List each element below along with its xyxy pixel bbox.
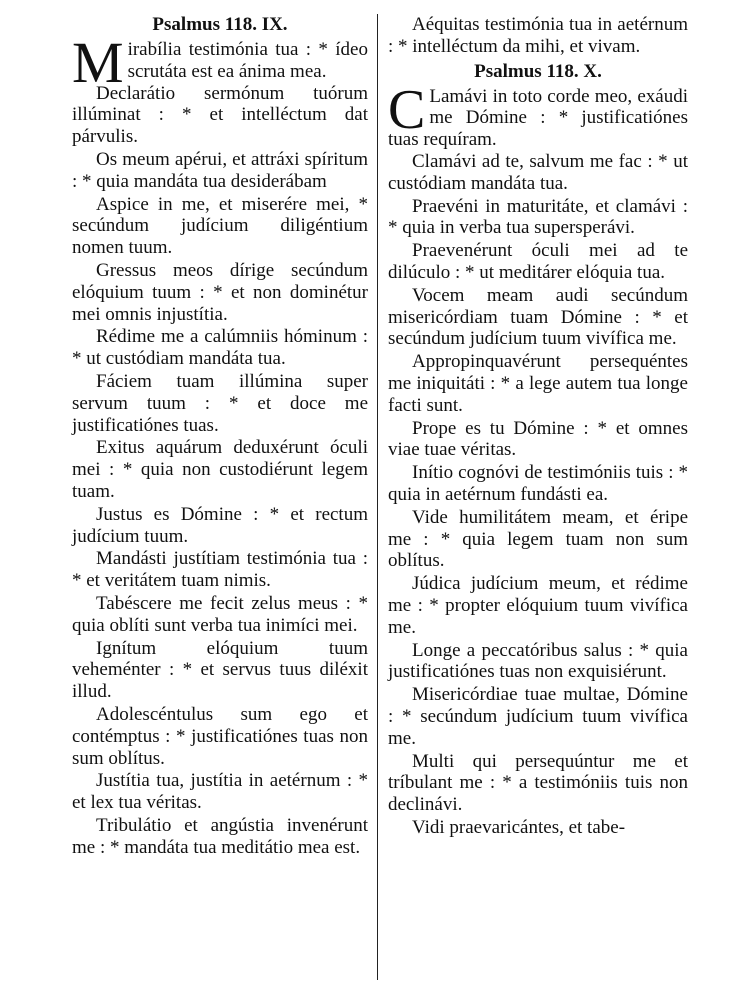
verse: Ignítum elóquium tuum veheménter : * et servus tuus diléxit illud. — [72, 637, 368, 703]
verse: Vocem meam audi secúndum misericórdiam tuam Dómine : * et secúndum judícium tuum vivífica me. — [388, 284, 688, 350]
verse: Vide humilitátem meam, et éripe me : * quia legem tuam non sum oblítus. — [388, 506, 688, 572]
verse: Praevenérunt óculi mei ad te dilúculo : * ut meditárer elóquia tua. — [388, 240, 688, 283]
verse: Aspice in me, et miserére mei, * secúndum judícium diligéntium nomen tuum. — [72, 193, 368, 259]
verse: Longe a peccatóribus salus : * quia justificatiónes tuas non exquisiérunt. — [388, 639, 688, 683]
first-verse-text: irabília testimónia tua : * ídeo scrutáta est ea ánima mea. — [127, 39, 368, 82]
verse: Justítia tua, justítia in aetérnum : * et lex tua véritas. — [72, 770, 368, 814]
verse-list — [388, 151, 688, 839]
left-column — [72, 14, 368, 858]
verse-list — [72, 83, 368, 859]
verse: Tabéscere me fecit zelus meus : * quia oblíti sunt verba tua inimíci mei. — [72, 592, 368, 636]
verse: Clamávi ad te, salvum me fac : * ut custódiam mandáta tua. — [388, 150, 688, 194]
verse: Prope es tu Dómine : * et omnes viae tuae véritas. — [388, 417, 688, 461]
verse: Misericórdiae tuae multae, Dómine : * secúndum judícium tuum vivífica me. — [388, 684, 688, 749]
verse: Mandásti justítiam testimónia tua : * et veritátem tuam nimis. — [72, 548, 368, 592]
verse: Rédime me a calúmniis hóminum : * ut custódiam mandáta tua. — [72, 326, 368, 370]
psalm-heading: Psalmus 118. IX. — [152, 14, 288, 35]
verse: Vidi praevaricántes, et tabe- — [412, 816, 626, 838]
verse: Os meum apérui, et attráxi spíritum : * quia mandáta tua desiderábam — [72, 148, 368, 192]
verse: Declarátio sermónum tuórum illúminat : * et intelléctum dat párvulis. — [72, 82, 368, 148]
first-verse-text: Lamávi in toto corde meo, exáudi me Dómine : * justificatiónes tuas requíram. — [388, 85, 688, 151]
verse: Adolescéntulus sum ego et contémptus : * justificatiónes tuas non sum oblítus. — [72, 703, 368, 769]
verse: Multi qui persequúntur me et tríbulant me : * a testimóniis tuis non declinávi. — [388, 750, 688, 816]
first-verse — [388, 78, 688, 151]
verse: Justus es Dómine : * et rectum judícium tuum. — [72, 503, 368, 547]
verse: Júdica judícium meum, et rédime me : * propter elóquium tuum vivífica me. — [388, 573, 688, 638]
psalm-heading: Psalmus 118. X. — [474, 60, 602, 82]
drop-cap: M — [72, 30, 124, 95]
right-column — [388, 14, 688, 839]
verse: Gressus meos dírige secúndum elóquium tuum : * et non dominétur mei omnis injustítia. — [72, 259, 368, 325]
first-verse — [72, 30, 368, 95]
drop-cap: C — [388, 78, 426, 141]
column-divider — [377, 14, 378, 980]
carry-over-verse: Aéquitas testimónia tua in aetérnum : * intelléctum da mihi, et vivam. — [388, 14, 688, 57]
verse: Fáciem tuam illúmina super servum tuum : * et doce me justificatiónes tuas. — [72, 370, 368, 436]
verse: Appropinquavérunt persequéntes me iniquitáti : * a lege autem tua longe facti sunt. — [388, 351, 688, 416]
verse: Exitus aquárum deduxérunt óculi mei : * quia non custodiérunt legem tuam. — [72, 437, 368, 502]
verse: Tribulátio et angústia invenérunt me : * mandáta tua meditátio mea est. — [72, 814, 368, 858]
verse: Inítio cognóvi de testimóniis tuis : * quia in aetérnum fundásti ea. — [388, 462, 688, 505]
verse: Praevéni in maturitáte, et clamávi : * quia in verba tua supersperávi. — [388, 195, 688, 239]
